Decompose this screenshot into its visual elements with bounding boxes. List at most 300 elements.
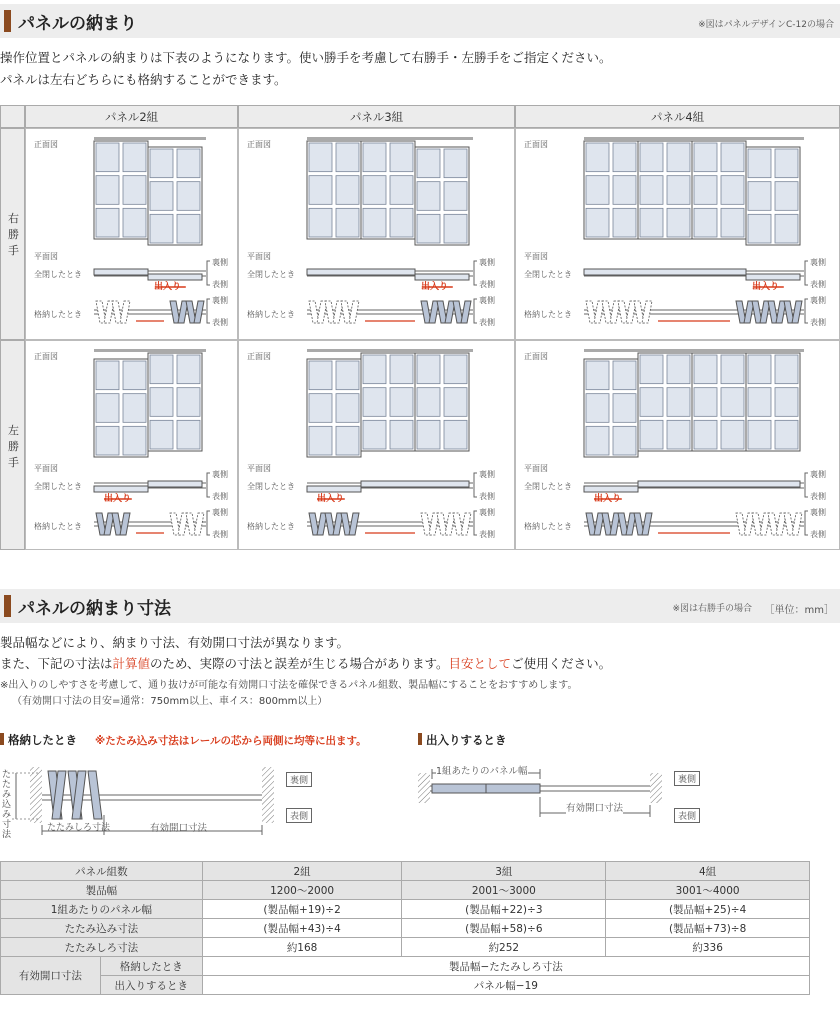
- panel-glass: [694, 176, 717, 205]
- folded-panel-ghost: [792, 513, 802, 535]
- panel-glass: [309, 394, 332, 423]
- side-bracket: [805, 473, 808, 497]
- panel-glass: [390, 208, 413, 237]
- opening-label: 有効開口寸法: [150, 823, 208, 834]
- folded-panel-ghost: [112, 301, 122, 323]
- panel-glass: [363, 388, 386, 417]
- folded-panel-ghost: [752, 513, 762, 535]
- section-title: パネルの納まり寸法: [18, 599, 171, 619]
- front-side-label: 表側: [212, 492, 228, 501]
- plan-panel: [148, 481, 202, 487]
- exit-label: 出入り: [104, 494, 132, 504]
- exit-subtitle-text: 出入りするとき: [426, 733, 507, 747]
- panel-glass: [309, 361, 332, 390]
- panel-glass: [390, 388, 413, 417]
- panel-glass: [748, 420, 771, 449]
- panel-glass: [586, 176, 609, 205]
- table-cell: 有効開口寸法: [1, 957, 101, 995]
- diagram-svg: [239, 341, 514, 549]
- folded-panel-ghost: [634, 301, 644, 323]
- wall-hatch-left: [418, 773, 430, 803]
- table-cell: (製品幅+73)÷8: [606, 919, 810, 938]
- stored-label: 格納したとき: [524, 310, 572, 319]
- diagram-svg: [239, 129, 514, 339]
- side-bracket: [474, 473, 477, 497]
- panel-glass: [694, 143, 717, 172]
- top-rail: [94, 137, 206, 140]
- section-title: パネルの納まり: [18, 14, 137, 34]
- folded-panel-ghost: [784, 513, 794, 535]
- front-view-label: 正面図: [34, 352, 58, 361]
- panel-glass: [694, 208, 717, 237]
- table-cell: 3組: [402, 862, 606, 881]
- front-side-label: 表側: [479, 280, 495, 289]
- folded-panel-ghost: [349, 301, 359, 323]
- plan-panel: [638, 481, 800, 487]
- panel-glass: [640, 388, 663, 417]
- panel-glass: [336, 208, 359, 237]
- panel-glass: [309, 143, 332, 172]
- section-header-panel-fit: [0, 4, 840, 38]
- panel-glass: [309, 176, 332, 205]
- diagram-svg: [516, 341, 839, 549]
- panel-glass: [177, 182, 200, 211]
- panel-glass: [586, 361, 609, 390]
- table-cell: 1200～2000: [202, 881, 402, 900]
- panel-glass: [586, 426, 609, 455]
- side-bracket: [207, 511, 210, 535]
- plan-view-label: 平面図: [524, 252, 548, 261]
- panel-glass: [613, 426, 636, 455]
- folded-panel: [792, 301, 802, 323]
- back-side-label: 裏側: [212, 470, 228, 479]
- front-side-label: 表側: [810, 280, 826, 289]
- closed-label: 全閉したとき: [247, 270, 295, 279]
- panel-glass: [667, 355, 690, 384]
- wall-hatch-right: [650, 773, 662, 803]
- panel-glass: [390, 176, 413, 205]
- panel-glass: [444, 388, 467, 417]
- back-side-label: 裏側: [212, 258, 228, 267]
- panel-glass: [640, 208, 663, 237]
- stored-note: ※たたみ込み寸法はレールの芯から両側に均等に出ます。: [95, 735, 367, 747]
- folded-panel-ghost: [437, 513, 447, 535]
- panel-glass: [640, 176, 663, 205]
- folded-panel-ghost: [341, 301, 351, 323]
- panel-glass: [694, 355, 717, 384]
- panel-glass: [721, 143, 744, 172]
- folded-panel: [349, 513, 359, 535]
- panel-glass: [721, 388, 744, 417]
- panel-glass: [363, 208, 386, 237]
- section-header-dimensions: [0, 589, 840, 623]
- top-rail: [307, 349, 473, 352]
- front-side-label: 表側: [810, 318, 826, 327]
- back-side-label: 裏側: [479, 470, 495, 479]
- emphasis-calc: 計算値: [112, 656, 151, 671]
- folded-panel-ghost: [194, 513, 204, 535]
- row-header-left-char: 勝: [8, 440, 19, 453]
- folded-panel-ghost: [186, 513, 196, 535]
- text: ご使用ください。: [511, 656, 612, 671]
- panel-glass: [150, 149, 173, 178]
- panel-glass: [123, 361, 146, 390]
- panel-glass: [613, 361, 636, 390]
- folded-panel-ghost: [768, 513, 778, 535]
- table-cell: 製品幅: [1, 881, 203, 900]
- table-cell: 2001～3000: [402, 881, 606, 900]
- folded-panel-ghost: [453, 513, 463, 535]
- diagram-cell-left-3: [238, 340, 515, 550]
- table-cell: 出入りするとき: [100, 976, 202, 995]
- panel-glass: [123, 394, 146, 423]
- panel-glass: [444, 420, 467, 449]
- folded-panels: [48, 771, 102, 819]
- panel-glass: [694, 388, 717, 417]
- folded-panel-ghost: [309, 301, 319, 323]
- panel-glass: [417, 214, 440, 243]
- panel-glass: [444, 149, 467, 178]
- plan-view-label: 平面図: [524, 464, 548, 473]
- side-bracket: [805, 261, 808, 285]
- table-cell: (製品幅+43)÷4: [202, 919, 402, 938]
- table-row: [1, 900, 810, 919]
- diagram-cell-right-3: [238, 128, 515, 340]
- panel-glass: [123, 176, 146, 205]
- panel-glass: [586, 394, 609, 423]
- top-rail: [94, 349, 206, 352]
- sub-accent: [418, 733, 422, 745]
- table-cell: (製品幅+58)÷6: [402, 919, 606, 938]
- panel-glass: [363, 176, 386, 205]
- panel-glass: [444, 214, 467, 243]
- front-side-tag: 表側: [674, 808, 700, 823]
- panel-glass: [96, 394, 119, 423]
- panel-glass: [721, 208, 744, 237]
- panel-glass: [667, 388, 690, 417]
- plan-view-label: 平面図: [247, 252, 271, 261]
- stored-label: 格納したとき: [34, 522, 82, 531]
- panel-glass: [748, 149, 771, 178]
- opening-label-exit: 有効開口寸法: [566, 800, 623, 814]
- folded-panel-ghost: [602, 301, 612, 323]
- panel-glass: [613, 394, 636, 423]
- row-header-left-char: 左: [8, 424, 19, 437]
- fold-dim-label: たたみ込み寸法: [2, 770, 12, 840]
- folded-panel-ghost: [325, 301, 335, 323]
- stored-subtitle-text: 格納したとき: [8, 733, 77, 747]
- panel-glass: [613, 176, 636, 205]
- panel-glass: [177, 420, 200, 449]
- panel-glass: [748, 214, 771, 243]
- panel-glass: [640, 143, 663, 172]
- table-cell: (製品幅+19)÷2: [202, 900, 402, 919]
- sub-accent: [0, 733, 4, 745]
- panel-glass: [177, 149, 200, 178]
- panel-glass: [444, 355, 467, 384]
- folded-panel: [461, 301, 471, 323]
- panel-glass: [417, 182, 440, 211]
- back-side-label: 裏側: [212, 508, 228, 517]
- folded-panel-ghost: [642, 301, 652, 323]
- front-view-label: 正面図: [247, 140, 271, 149]
- description-line-1: 操作位置とパネルの納まりは下表のようになります。使い勝手を考慮して右勝手・左勝手をご指定ください。: [0, 50, 612, 65]
- panel-glass: [667, 208, 690, 237]
- panel-glass: [417, 420, 440, 449]
- plan-view-label: 平面図: [34, 464, 58, 473]
- table-row: [1, 919, 810, 938]
- front-side-label: 表側: [479, 530, 495, 539]
- front-view-label: 正面図: [524, 140, 548, 149]
- panel-glass: [336, 143, 359, 172]
- table-cell: パネル組数: [1, 862, 203, 881]
- side-bracket: [207, 473, 210, 497]
- diagram-cell-left-2: [25, 340, 238, 550]
- panel-glass: [417, 388, 440, 417]
- front-side-label: 表側: [212, 280, 228, 289]
- table-cell: 2組: [202, 862, 402, 881]
- panel-glass: [96, 143, 119, 172]
- back-side-label: 裏側: [479, 296, 495, 305]
- diagram-svg: [516, 129, 839, 339]
- diagram-svg: [26, 129, 237, 339]
- text: また、下記の寸法は: [0, 656, 113, 671]
- folded-panel-ghost: [736, 513, 746, 535]
- closed-label: 全閉したとき: [247, 482, 295, 491]
- panel-glass: [775, 149, 798, 178]
- front-side-label: 表側: [810, 492, 826, 501]
- side-bracket: [474, 261, 477, 285]
- panel-glass: [748, 355, 771, 384]
- table-cell: 約336: [606, 938, 810, 957]
- front-side-label: 表側: [212, 318, 228, 327]
- folded-panel: [642, 513, 652, 535]
- diagram-cell-left-4: [515, 340, 840, 550]
- panel-glass: [363, 355, 386, 384]
- dim-note-1: ※出入りのしやすさを考慮して、通り抜けが可能な有効開口寸法を確保できるパネル組数、製品幅にすることをおすすめします。: [0, 680, 578, 691]
- exit-label: 出入り: [421, 282, 449, 292]
- panel-glass: [336, 176, 359, 205]
- panel-glass: [150, 182, 173, 211]
- panel-glass: [775, 355, 798, 384]
- panel-glass: [417, 149, 440, 178]
- panel-glass: [748, 182, 771, 211]
- front-side-label: 表側: [810, 530, 826, 539]
- panel-glass: [775, 214, 798, 243]
- table-cell: (製品幅+22)÷3: [402, 900, 606, 919]
- unit-label: ［単位：mm］: [764, 605, 834, 616]
- table-cell: たたみ込み寸法: [1, 919, 203, 938]
- table-cell: 1組あたりのパネル幅: [1, 900, 203, 919]
- row-header-right-char: 右: [8, 212, 19, 225]
- panel-glass: [150, 355, 173, 384]
- panel-glass: [586, 143, 609, 172]
- table-row: [1, 957, 810, 976]
- panel-glass: [667, 143, 690, 172]
- panel-glass: [363, 143, 386, 172]
- panel-glass: [123, 426, 146, 455]
- side-bracket: [805, 299, 808, 323]
- panel-glass: [363, 420, 386, 449]
- back-side-label: 裏側: [479, 508, 495, 517]
- closed-label: 全閉したとき: [34, 482, 82, 491]
- panel-glass: [177, 388, 200, 417]
- diagram-cell-right-4: [515, 128, 840, 340]
- table-row: [1, 938, 810, 957]
- section-accent-bar: [4, 10, 11, 32]
- table-cell: 製品幅−たたみしろ寸法: [202, 957, 809, 976]
- panel-glass: [775, 182, 798, 211]
- folded-panel: [120, 513, 130, 535]
- table-cell: 3001～4000: [606, 881, 810, 900]
- table-row: [1, 862, 810, 881]
- folded-panel-ghost: [170, 513, 180, 535]
- front-view-label: 正面図: [524, 352, 548, 361]
- table-cell: 約252: [402, 938, 606, 957]
- folded-panel-ghost: [421, 513, 431, 535]
- back-side-label: 裏側: [479, 258, 495, 267]
- panel-glass: [444, 182, 467, 211]
- front-side-label: 表側: [479, 492, 495, 501]
- panel-glass: [640, 355, 663, 384]
- back-side-label: 裏側: [810, 296, 826, 305]
- stored-label: 格納したとき: [34, 310, 82, 319]
- table-row: [1, 881, 810, 900]
- dimension-table: [0, 861, 810, 995]
- closed-label: 全閉したとき: [524, 270, 572, 279]
- plan-view-label: 平面図: [247, 464, 271, 473]
- panel-glass: [96, 361, 119, 390]
- back-side-label: 裏側: [810, 508, 826, 517]
- plan-panel: [361, 481, 469, 487]
- section-accent-bar: [4, 595, 11, 617]
- table-cell: 約168: [202, 938, 402, 957]
- side-bracket: [207, 299, 210, 323]
- panel-glass: [150, 388, 173, 417]
- stored-label: 格納したとき: [524, 522, 572, 531]
- exit-label: 出入り: [594, 494, 622, 504]
- front-view-label: 正面図: [247, 352, 271, 361]
- panel-glass: [96, 208, 119, 237]
- dim-desc-line-2: [0, 654, 611, 672]
- plan-panel: [584, 269, 746, 275]
- stored-label: 格納したとき: [247, 522, 295, 531]
- panel-glass: [390, 143, 413, 172]
- panel-glass: [721, 176, 744, 205]
- back-side-label: 裏側: [810, 258, 826, 267]
- section-note: ※図はパネルデザインC-12の場合: [698, 20, 834, 30]
- diagram-cell-right-2: [25, 128, 238, 340]
- panel-glass: [775, 388, 798, 417]
- plan-panel: [94, 269, 148, 275]
- side-bracket: [474, 299, 477, 323]
- dim-desc-line-1: 製品幅などにより、納まり寸法、有効開口寸法が異なります。: [0, 635, 350, 650]
- panel-glass: [96, 176, 119, 205]
- folded-panel-ghost: [618, 301, 628, 323]
- exit-subtitle: [418, 732, 507, 748]
- panel-glass: [177, 355, 200, 384]
- row-header-right-char: 手: [8, 244, 19, 257]
- panel-glass: [309, 426, 332, 455]
- panel-glass: [336, 361, 359, 390]
- panel-glass: [586, 208, 609, 237]
- back-side-label: 裏側: [212, 296, 228, 305]
- table-cell: (製品幅+25)÷4: [606, 900, 810, 919]
- row-header-right-char: 勝: [8, 228, 19, 241]
- fold-margin-label: たたみしろ寸法: [47, 823, 111, 833]
- dim-note-2: （有効開口寸法の目安=通常：750mm以上、車イス：800mm以上）: [12, 696, 328, 707]
- per-panel-width-label: 1組あたりのパネル幅: [436, 763, 528, 777]
- front-view-label: 正面図: [34, 140, 58, 149]
- column-header-4: パネル4組: [515, 105, 840, 128]
- stored-label: 格納したとき: [247, 310, 295, 319]
- diagram-svg: [26, 341, 237, 549]
- top-rail: [584, 137, 804, 140]
- table-cell: たたみしろ寸法: [1, 938, 203, 957]
- folded-panel: [194, 301, 204, 323]
- section-note: ※図は右勝手の場合: [672, 604, 752, 614]
- panel-glass: [748, 388, 771, 417]
- row-header-left-char: 手: [8, 456, 19, 469]
- wall-hatch-left: [30, 767, 42, 823]
- top-rail: [584, 349, 804, 352]
- table-corner: [0, 105, 25, 128]
- back-side-tag: 裏側: [674, 771, 700, 786]
- panel-glass: [390, 355, 413, 384]
- front-side-label: 表側: [212, 530, 228, 539]
- panel-glass: [721, 355, 744, 384]
- plan-view-label: 平面図: [34, 252, 58, 261]
- panel-glass: [775, 420, 798, 449]
- folded-panel-ghost: [120, 301, 130, 323]
- panel-glass: [123, 208, 146, 237]
- panel-glass: [96, 426, 119, 455]
- panel-glass: [613, 208, 636, 237]
- panel-glass: [640, 420, 663, 449]
- table-cell: 格納したとき: [100, 957, 202, 976]
- top-rail: [307, 137, 473, 140]
- wall-hatch-right: [262, 767, 274, 823]
- panel-glass: [613, 143, 636, 172]
- front-side-tag: 表側: [286, 808, 312, 823]
- panel-glass: [177, 214, 200, 243]
- text: のため、実際の寸法と誤差が生じる場合があります。: [150, 656, 449, 671]
- table-cell: 4組: [606, 862, 810, 881]
- back-side-tag: 裏側: [286, 772, 312, 787]
- exit-label: 出入り: [154, 282, 182, 292]
- panel-glass: [150, 214, 173, 243]
- side-bracket: [207, 261, 210, 285]
- row-header-left: [0, 340, 25, 550]
- panel-glass: [390, 420, 413, 449]
- back-side-label: 裏側: [810, 470, 826, 479]
- panel-glass: [694, 420, 717, 449]
- front-side-label: 表側: [479, 318, 495, 327]
- plan-panel: [307, 269, 415, 275]
- panel-glass: [667, 176, 690, 205]
- panel-glass: [150, 420, 173, 449]
- panel-glass: [667, 420, 690, 449]
- side-bracket: [474, 511, 477, 535]
- table-row: [1, 976, 810, 995]
- description-line-2: パネルは左右どちらにも格納することができます。: [0, 72, 287, 87]
- panel-glass: [336, 426, 359, 455]
- panel-glass: [123, 143, 146, 172]
- column-header-3: パネル3組: [238, 105, 515, 128]
- column-header-2: パネル2組: [25, 105, 238, 128]
- folded-panel-ghost: [586, 301, 596, 323]
- row-header-right: [0, 128, 25, 340]
